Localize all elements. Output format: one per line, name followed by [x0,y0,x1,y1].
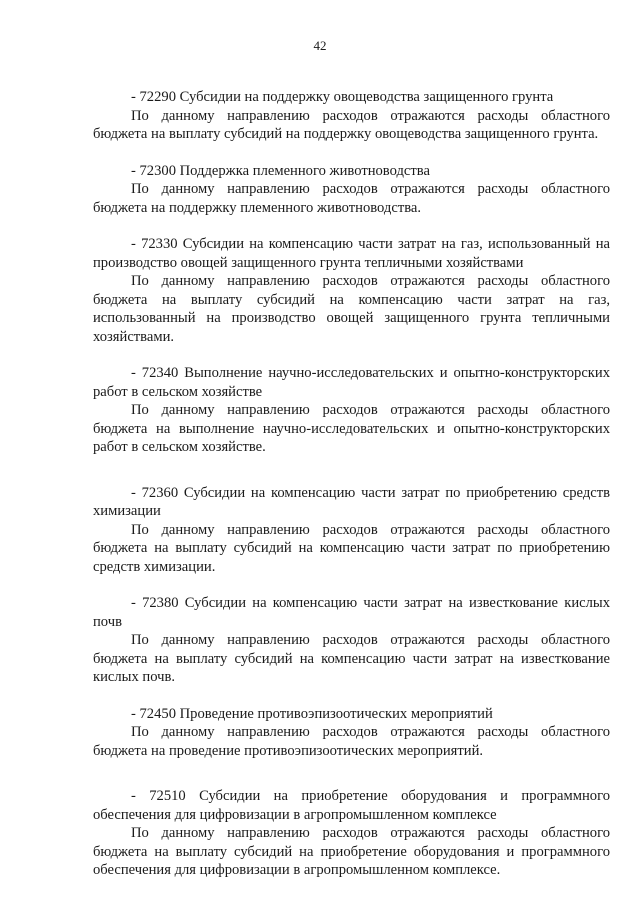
entry-heading: - 72330 Субсидии на компенсацию части затрат на газ, использованный на производство овощей защищенного грунта тепличными хозяйствами [93,236,610,271]
entry-body: По данному направлению расходов отражаются расходы областного бюджета на выплату субсидий на компенсацию части затрат по приобретению средств химизации. [93,521,610,575]
entry-body: По данному направлению расходов отражаются расходы областного бюджета на поддержку племенного животноводства. [93,181,610,216]
entry-72360 [93,484,610,577]
page-number: 42 [313,38,327,53]
entry-heading: - 72290 Субсидии на поддержку овощеводства защищенного грунта [131,89,554,105]
entry-heading: - 72300 Поддержка племенного животноводства [131,162,430,179]
entry-heading: - 72340 Выполнение научно-исследовательских и опытно-конструкторских работ в сельском хозяйстве [93,365,610,400]
entry-body: По данному направлению расходов отражаются расходы областного бюджета на выполнение научно-исследовательских и опытно-конструкторских работ в сельском хозяйстве. [93,402,610,455]
entry-body: По данному направлению расходов отражаются расходы областного бюджета на выплату субсидий на приобретение оборудования и программного обеспечения для цифровизации в агропромышленном комплексе. [93,825,610,878]
entry-heading: - 72360 Субсидии на компенсацию части затрат по приобретению средств химизации [93,484,610,519]
entry-body: По данному направлению расходов отражаются расходы областного бюджета на выплату субсидий на компенсацию части затрат на газ, использованный на производство овощей защищенного грунта тепличными хозяйствами. [93,273,610,345]
entry-72380 [93,594,610,687]
entry-72330 [93,235,610,346]
document-body [93,88,610,898]
entry-heading: - 72380 Субсидии на компенсацию части затрат на известкование кислых почв [93,595,610,630]
entry-body: По данному направлению расходов отражаются расходы областного бюджета на выплату субсидий на поддержку овощеводства защищенного грунта. [93,107,610,142]
entry-heading: - 72510 Субсидии на приобретение оборудования и программного обеспечения для цифровизации в агропромышленном комплексе [93,788,610,823]
entry-72300 [93,162,610,218]
entry-heading: - 72450 Проведение противоэпизоотических мероприятий [131,705,493,722]
entry-72340 [93,364,610,457]
entry-body: По данному направлению расходов отражаются расходы областного бюджета на выплату субсидий на компенсацию части затрат на известкование кислых почв. [93,632,610,685]
entry-body: По данному направлению расходов отражаются расходы областного бюджета на проведение противоэпизоотических мероприятий. [93,724,610,759]
entry-72290 [93,88,610,144]
entry-72510 [93,787,610,880]
entry-72450 [93,705,610,761]
